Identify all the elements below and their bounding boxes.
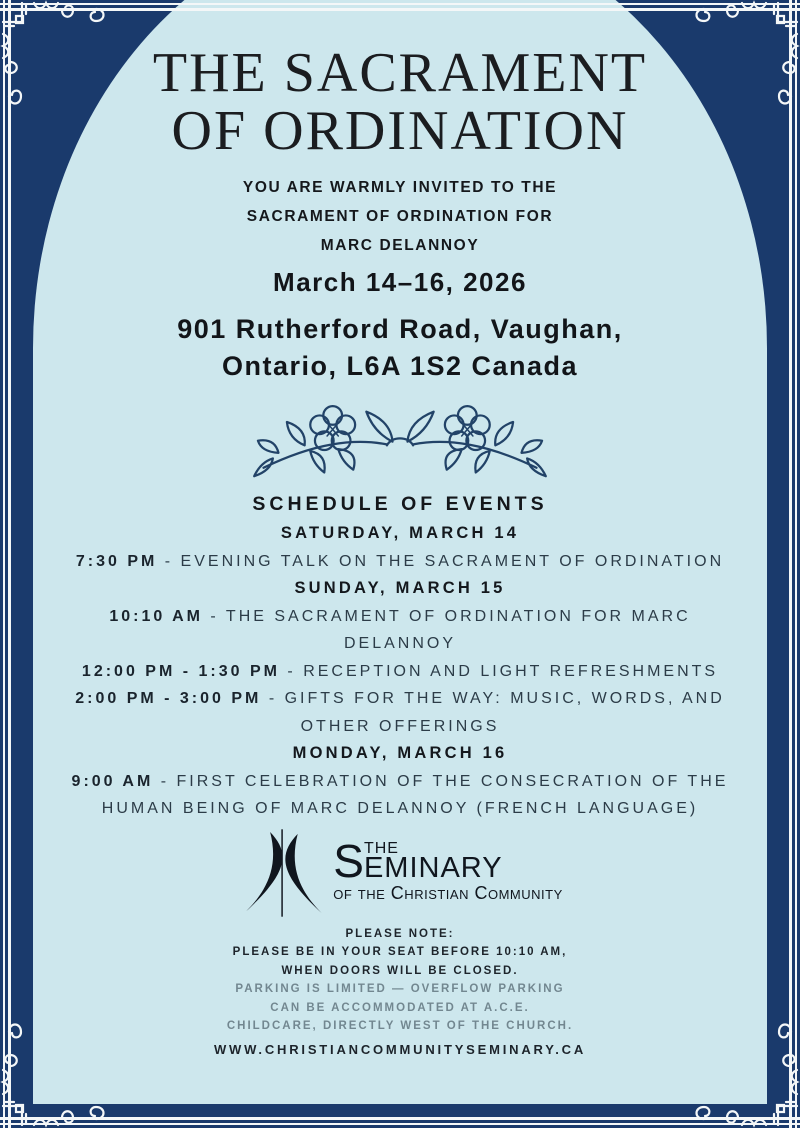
frame-line-right-inner — [789, 0, 792, 1128]
schedule-event: 10:10 AM - THE SACRAMENT OF ORDINATION FOR MARC DELANNOY — [109, 607, 691, 652]
schedule-event: 9:00 AM - FIRST CELEBRATION OF THE CONSECRATION OF THE HUMAN BEING OF MARC DELANNOY (FRENCH LANGUAGE) — [71, 772, 729, 817]
note-heading: PLEASE NOTE: — [345, 927, 455, 940]
schedule-event-time: 7:30 PM — [75, 552, 158, 570]
note-line: CAN BE ACCOMMODATED AT A.C.E. — [270, 1001, 530, 1014]
frame-line-left-inner — [8, 0, 11, 1128]
floral-divider-icon — [235, 393, 565, 479]
corner-ornament-icon — [680, 0, 800, 120]
invite-line: SACRAMENT OF ORDINATION FOR — [246, 208, 554, 225]
seminary-logo — [55, 829, 745, 917]
schedule-list — [64, 520, 736, 823]
schedule-event-time: 10:10 AM — [109, 607, 203, 625]
website-url: WWW.CHRISTIANCOMMUNITYSEMINARY.CA — [213, 1041, 587, 1057]
poster-title — [55, 44, 745, 160]
venue-address-line2: Ontario, L6A 1S2 Canada — [221, 351, 579, 381]
logo-tagline: of the Christian Community — [333, 883, 563, 903]
schedule-day-heading: SATURDAY, MARCH 14 — [280, 524, 520, 542]
frame-line-right-outer — [795, 0, 797, 1128]
schedule-day-heading: MONDAY, MARCH 16 — [292, 744, 508, 762]
invite-line: MARC DELANNOY — [320, 237, 480, 254]
note-lines — [55, 943, 745, 1036]
poster-title-line2: OF ORDINATION — [171, 100, 629, 162]
poster-title-line1: THE SACRAMENT — [152, 42, 648, 104]
schedule-event: 7:30 PM - EVENING TALK ON THE SACRAMENT OF ORDINATION — [75, 552, 725, 570]
schedule-heading: SCHEDULE OF EVENTS — [252, 493, 548, 515]
seminary-mark-icon — [237, 829, 329, 917]
event-date: March 14–16, 2026 — [273, 267, 527, 297]
schedule-event-time: 12:00 PM - 1:30 PM — [81, 662, 280, 680]
note-block — [55, 925, 745, 1036]
venue-address-line1: 901 Rutherford Road, Vaughan, — [177, 314, 623, 344]
schedule-event-time: 2:00 PM - 3:00 PM — [75, 690, 262, 707]
note-line: PARKING IS LIMITED — OVERFLOW PARKING — [235, 983, 565, 995]
poster-content — [55, 0, 745, 1104]
logo-the: THE — [363, 840, 399, 857]
logo-initial: S — [333, 835, 364, 887]
schedule-event: 2:00 PM - 3:00 PM - GIFTS FOR THE WAY: MUSIC, WORDS, AND OTHER OFFERINGS — [75, 690, 725, 735]
logo-wordmark — [333, 835, 563, 904]
note-line: CHILDCARE, DIRECTLY WEST OF THE CHURCH. — [226, 1020, 574, 1032]
frame-line-left-outer — [3, 0, 5, 1128]
corner-ornament-icon — [0, 0, 120, 120]
schedule-event: 12:00 PM - 1:30 PM - RECEPTION AND LIGHT REFRESHMENTS — [81, 662, 719, 680]
corner-ornament-icon — [0, 1008, 120, 1128]
venue-address — [55, 311, 745, 385]
invite-line: YOU ARE WARMLY INVITED TO THE — [242, 179, 558, 196]
corner-ornament-icon — [680, 1008, 800, 1128]
note-line: PLEASE BE IN YOUR SEAT BEFORE 10:10 AM, — [232, 946, 568, 958]
schedule-event-time: 9:00 AM — [71, 772, 154, 790]
logo-rest: EMINARY — [363, 852, 503, 884]
note-line: WHEN DOORS WILL BE CLOSED. — [281, 964, 519, 977]
schedule-day-heading: SUNDAY, MARCH 15 — [294, 579, 506, 597]
invite-text — [55, 173, 745, 260]
